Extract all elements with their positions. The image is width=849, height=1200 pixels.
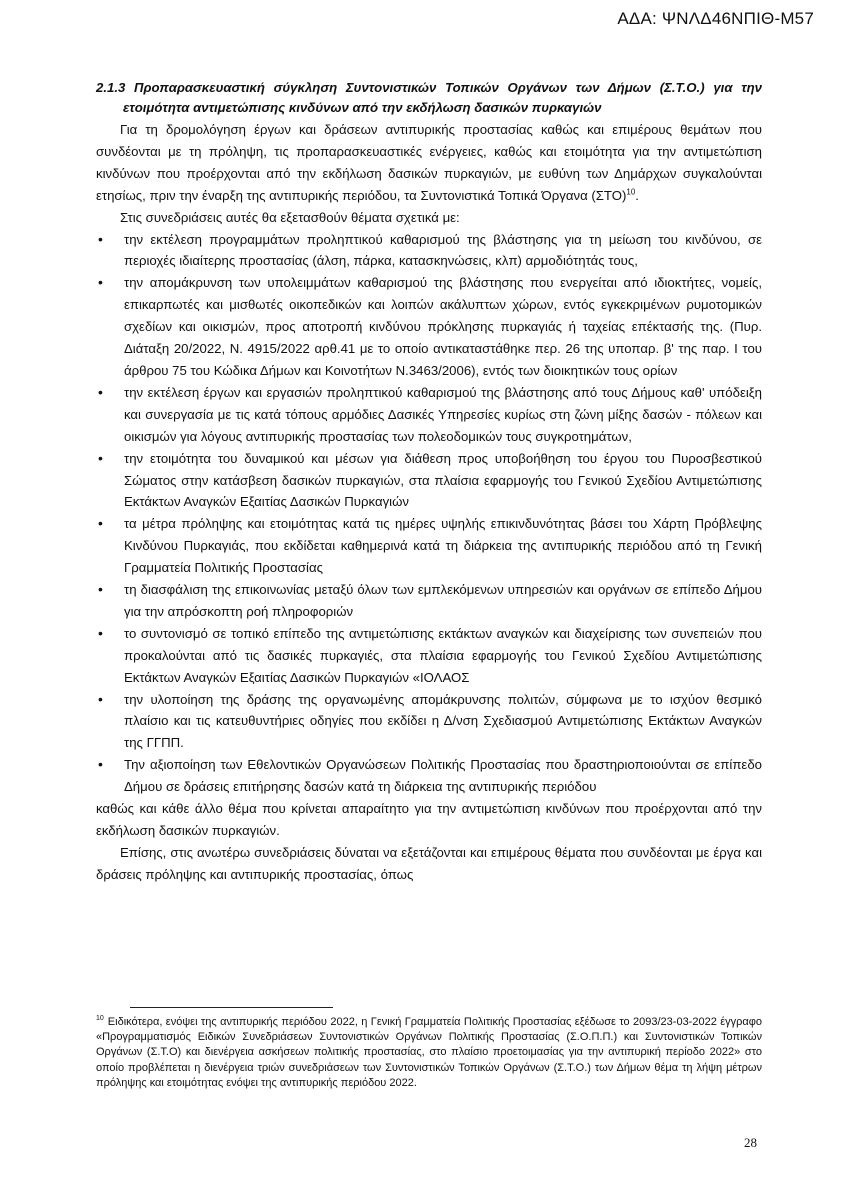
list-item: • το συντονισμό σε τοπικό επίπεδο της αντιμετώπισης εκτάκτων αναγκών και διαχείρισης των συνεπειών που προκαλούνται από τις δασικές πυρκαγιές, στα πλαίσια εφαρμογής του Γενικού Σχεδίου Αντιμετώπισης Εκτάκτων Αναγκών Εξαιτίας Δασικών Πυρκαγιών «ΙΟΛΑΟΣ bbox=[96, 623, 762, 689]
list-item: • τη διασφάλιση της επικοινωνίας μεταξύ όλων των εμπλεκόμενων υπηρεσιών και οργάνων σε επίπεδο Δήμου για την απρόσκοπτη ροή πληροφοριών bbox=[96, 579, 762, 623]
main-content bbox=[96, 78, 762, 886]
topics-list bbox=[96, 229, 762, 799]
list-item: • την εκτέλεση προγραμμάτων προληπτικού καθαρισμού της βλάστησης για τη μείωση του κινδύνου, σε περιοχές ιδιαίτερης προστασίας (άλση, πάρκα, κατασκηνώσεις, κλπ) αρμοδιότητάς τους, bbox=[96, 229, 762, 273]
intro-text: Για τη δρομολόγηση έργων και δράσεων αντιπυρικής προστασίας καθώς και επιμέρους θεμάτων που συνδέονται με τη πρόληψη, τις προπαρασκευαστικές ενέργειες, καθώς και ετοιμότητα για την αντιμετώπιση κινδύνων που προέρχονται από την εκδήλωση δασικών πυρκαγιών, με ευθύνη των Δημάρχων συγκαλούνται ετησίως, πριν την έναρξη της αντιπυρικής περιόδου, τα Συντονιστικά Τοπικά Όργανα (ΣΤΟ) bbox=[96, 122, 762, 203]
page-number: 28 bbox=[744, 1135, 757, 1150]
list-item: • την ετοιμότητα του δυναμικού και μέσων για διάθεση προς υποβοήθηση του έργου του Πυροσβεστικού Σώματος στην κατάσβεση δασικών πυρκαγιών, στα πλαίσια εφαρμογής του Γενικού Σχεδίου Αντιμετώπισης Εκτάκτων Αναγκών Εξαιτίας Δασικών Πυρκαγιών bbox=[96, 448, 762, 514]
footnote-text: Ειδικότερα, ενόψει της αντιπυρικής περιόδου 2022, η Γενική Γραμματεία Πολιτικής Προστασίας εξέδωσε το 2093/23-03-2022 έγγραφο «Προγραμματισμός Ειδικών Συνεδριάσεων Συντονιστικών Οργάνων Πολιτικής Προστασίας (Σ.Ο.Π.Π.) και Συντονιστικών Τοπικών Οργάνων (Σ.Τ.Ο) και διενέργεια ασκήσεων πολιτικής προστασίας, στο πλαίσιο προετοιμασίας για την αντιπυρική περίοδο 2022» στο οποίο προβλέπεται η διενέργεια τριών συνεδριάσεων των Συντονιστικών Τοπικών Οργάνων (Σ.Τ.Ο.) των Δήμων θέμα τη λήψη μέτρων πρόληψης και ετοιμότητας ενόψει της αντιπυρικής περιόδου 2022. bbox=[96, 1016, 762, 1089]
list-item: • την εκτέλεση έργων και εργασιών προληπτικού καθαρισμού της βλάστησης από τους Δήμους καθ' υπόδειξη και συνεργασία με τις κατά τόπους αρμόδιες Δασικές Υπηρεσίες κυρίως στη ζώνη μίξης δασών - πόλεων και οικισμών για λόγους αντιπυρικής προστασίας των πολεοδομικών τους συγκροτημάτων, bbox=[96, 382, 762, 448]
footnote bbox=[96, 1015, 762, 1091]
section-heading: 2.1.3 Προπαρασκευαστική σύγκληση Συντονιστικών Τοπικών Οργάνων των Δήμων (Σ.Τ.Ο.) για την ετοιμότητα αντιμετώπισης κινδύνων από την εκδήλωση δασικών πυρκαγιών bbox=[96, 80, 762, 115]
closing-paragraph: καθώς και κάθε άλλο θέμα που κρίνεται απαραίτητο για την αντιμετώπιση κινδύνων που προέρχονται από την εκδήλωση δασικών πυρκαγιών. bbox=[96, 801, 762, 838]
footnote-reference[interactable]: 10 bbox=[626, 187, 636, 197]
list-item: • την απομάκρυνση των υπολειμμάτων καθαρισμού της βλάστησης που ενεργείται από ιδιοκτήτες, νομείς, επικαρπωτές και μισθωτές οικοπεδικών και λοιπών ακάλυπτων χώρων, εντός εγκεκριμένων ρυμοτομικών σχεδίων και οικισμών, προς αποτροπή κινδύνου πρόκλησης πυρκαγιάς ή ταχείας επέκτασής της. (Πυρ. Διάταξη 20/2022, Ν. 4915/2022 αρθ.41 με το οποίο αντικαταστάθηκε περ. 26 της υποπαρ. β' της παρ. Ι του άρθρου 75 του Κώδικα Δήμων και Κοινοτήτων Ν.3463/2006), εντός των διοικητικών τους ορίων bbox=[96, 272, 762, 382]
additional-paragraph: Επίσης, στις ανωτέρω συνεδριάσεις δύναται να εξετάζονται και επιμέρους θέματα που συνδέονται με έργα και δράσεις πρόληψης και αντιπυρικής προστασίας, όπως bbox=[96, 844, 762, 882]
lead-in-paragraph: Στις συνεδριάσεις αυτές θα εξετασθούν θέματα σχετικά με: bbox=[120, 209, 460, 225]
footnote-separator bbox=[130, 1007, 333, 1008]
footnote-number: 10 bbox=[96, 1015, 104, 1023]
list-item: • την υλοποίηση της δράσης της οργανωμένης απομάκρυνσης πολιτών, σύμφωνα με το ισχύον θεσμικό πλαίσιο και τις κατευθυντήριες οδηγίες που εκδίδει η Δ/νση Σχεδιασμού Αντιμετώπισης Εκτάκτων Αναγκών της ΓΓΠΠ. bbox=[96, 689, 762, 755]
list-item: • Την αξιοποίηση των Εθελοντικών Οργανώσεων Πολιτικής Προστασίας που δραστηριοποιούνται σε επίπεδο Δήμου σε δράσεις επιτήρησης δασών κατά τη διάρκεια της αντιπυρικής περιόδου bbox=[96, 754, 762, 798]
list-item: • τα μέτρα πρόληψης και ετοιμότητας κατά τις ημέρες υψηλής επικινδυνότητας βάσει του Χάρτη Πρόβλεψης Κινδύνου Πυρκαγιάς, που εκδίδεται καθημερινά κατά τη διάρκεια της αντιπυρικής περιόδου από τη Γενική Γραμματεία Πολιτικής Προστασίας bbox=[96, 513, 762, 579]
ada-identifier: ΑΔΑ: ΨΝΛΔ46ΝΠΙΘ-Μ57 bbox=[617, 9, 814, 28]
intro-paragraph: Για τη δρομολόγηση έργων και δράσεων αντιπυρικής προστασίας καθώς και επιμέρους θεμάτων που συνδέονται με τη πρόληψη, τις προπαρασκευαστικές ενέργειες, καθώς και ετοιμότητα για την αντιμετώπιση κινδύνων που προέρχονται από την εκδήλωση δασικών πυρκαγιών, με ευθύνη των Δημάρχων συγκαλούνται ετησίως, πριν την έναρξη της αντιπυρικής περιόδου, τα Συντονιστικά Τοπικά Όργανα $(\Sigma TO)^{10}$. bbox=[96, 122, 762, 203]
